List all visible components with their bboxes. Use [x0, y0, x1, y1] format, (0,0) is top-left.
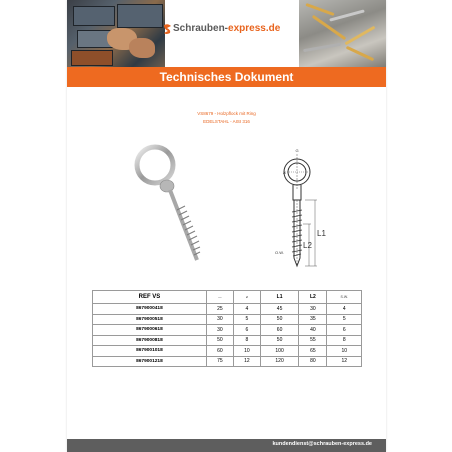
- label-g: G: [295, 148, 299, 153]
- header-l2: L2: [299, 291, 327, 304]
- table-row: 8679001218 75 12 120 80 12: [93, 356, 362, 367]
- table-row: 8679000618 30 6 60 40 6: [93, 325, 362, 336]
- label-l1: L1: [317, 229, 326, 238]
- product-code-line: VS8679 - Holzpflock mit Ring: [197, 111, 256, 116]
- header-sw: S.W.: [327, 291, 362, 304]
- document-title-banner: Technisches Dokument: [67, 67, 386, 87]
- header-diameter-head: —: [206, 291, 233, 304]
- footer-bar: [67, 439, 386, 452]
- header: [67, 0, 386, 67]
- table-row: 8679000418 25 4 45 30 4: [93, 304, 362, 315]
- dimensions-table: [92, 290, 362, 367]
- header-ref: REF VS: [93, 291, 207, 304]
- table-row: 8679000818 50 8 50 55 8: [93, 335, 362, 346]
- header-l1: L1: [260, 291, 298, 304]
- logo: Schrauben-express.de: [173, 23, 281, 34]
- table-header-row: [93, 291, 362, 304]
- material-line: EDELSTAHL - AISI 316: [203, 119, 250, 124]
- logo-area: [165, 0, 299, 67]
- header-diameter: ⌀: [233, 291, 260, 304]
- label-ow: O.W.: [275, 250, 284, 255]
- footer-email-link[interactable]: kundendienst@schrauben-express.de: [272, 441, 372, 447]
- table-row: 8679001018 60 10 100 65 10: [93, 346, 362, 357]
- logo-icon: [163, 23, 172, 35]
- technical-drawing: [263, 140, 343, 275]
- table-row: 8679000518 30 5 50 35 5: [93, 314, 362, 325]
- label-l2: L2: [303, 241, 312, 250]
- label-a: A: [283, 170, 286, 175]
- header-photo-screws: [299, 0, 386, 67]
- product-image: [115, 140, 215, 270]
- document-page: [67, 0, 386, 452]
- header-photo-drawers: [67, 0, 165, 67]
